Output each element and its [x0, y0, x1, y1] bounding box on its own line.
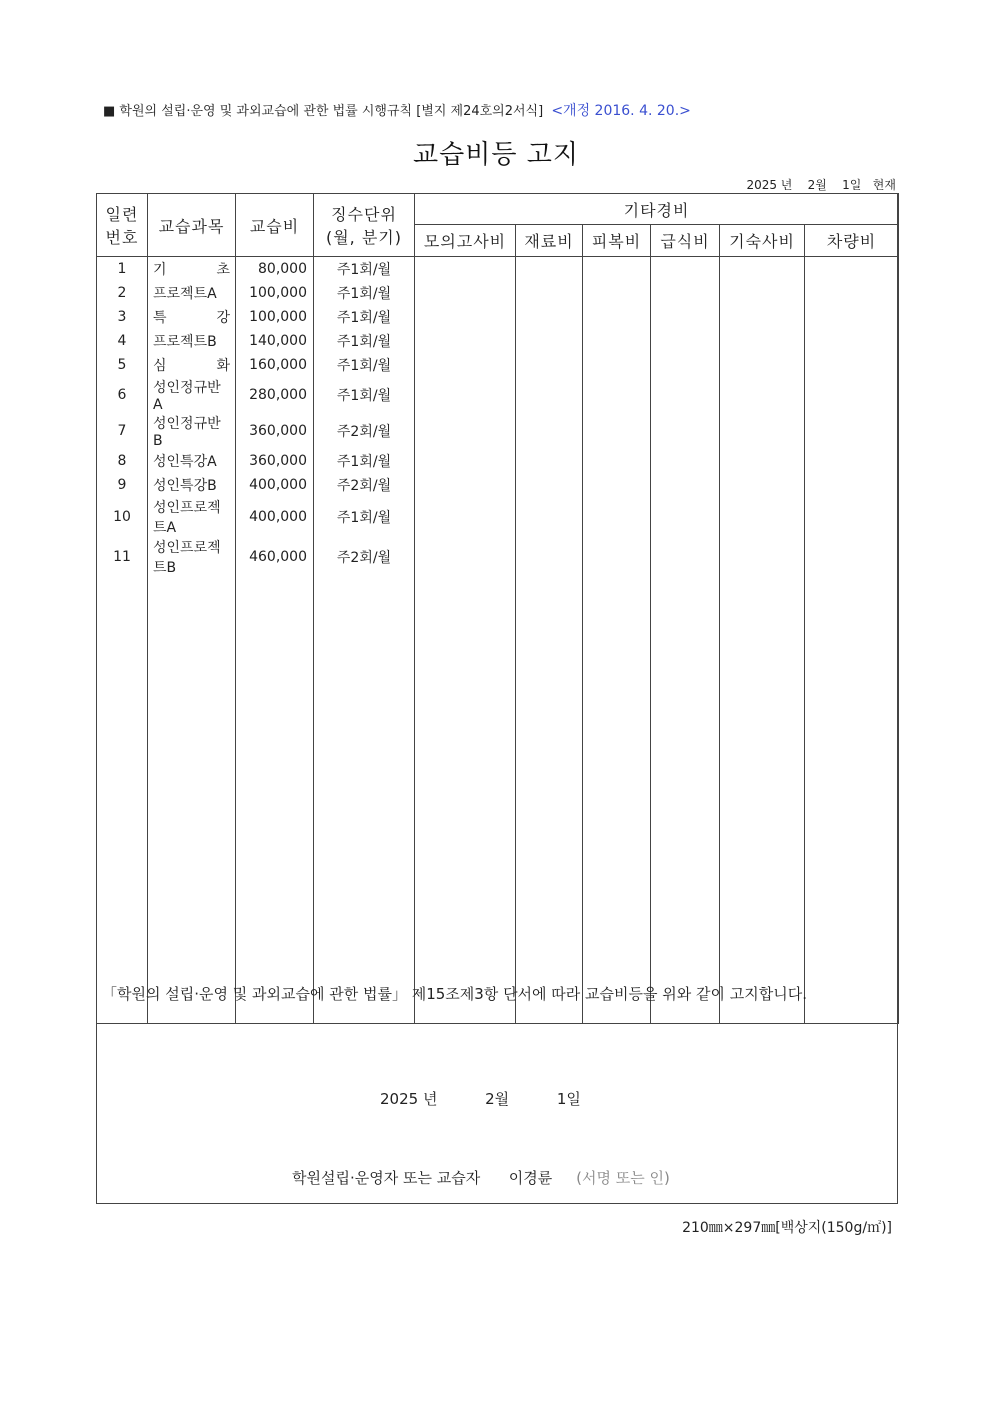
row-fee: 160,000	[236, 353, 314, 377]
signature-hint: (서명 또는 인)	[576, 1169, 670, 1187]
table-row	[97, 413, 899, 449]
row-number: 6	[97, 377, 148, 413]
row-number: 9	[97, 473, 148, 497]
row-number: 8	[97, 449, 148, 473]
col-vehicle: 차량비	[805, 225, 899, 257]
col-other-expenses: 기타경비	[415, 194, 899, 225]
table-row	[97, 377, 899, 413]
row-unit: 주1회/월	[314, 329, 415, 353]
row-unit: 주1회/월	[314, 281, 415, 305]
table-row	[97, 281, 899, 305]
row-unit: 주2회/월	[314, 413, 415, 449]
signature-date: 2025 년 2월 1일	[380, 1090, 581, 1108]
row-subject: 특 강	[148, 305, 236, 329]
row-number: 1	[97, 257, 148, 282]
fee-table	[96, 193, 899, 1024]
row-number: 11	[97, 537, 148, 577]
table-blank-area	[97, 577, 899, 1023]
row-fee: 400,000	[236, 473, 314, 497]
row-fee: 80,000	[236, 257, 314, 282]
paper-size-note: 210㎜×297㎜[백상지(150g/㎡)]	[682, 1220, 892, 1236]
row-number: 5	[97, 353, 148, 377]
form-reference	[103, 100, 691, 120]
row-number: 10	[97, 497, 148, 537]
row-unit: 주1회/월	[314, 257, 415, 282]
col-clothing: 피복비	[583, 225, 651, 257]
row-subject: 성인특강A	[148, 449, 236, 473]
table-row	[97, 353, 899, 377]
form-reference-text: ■ 학원의 설립·운영 및 과외교습에 관한 법률 시행규칙 [별지 제24호의2서식]	[103, 104, 544, 119]
signer-role: 학원설립·운영자 또는 교습자	[292, 1169, 481, 1187]
row-fee: 360,000	[236, 413, 314, 449]
row-subject: 성인특강B	[148, 473, 236, 497]
row-subject: 프로젝트B	[148, 329, 236, 353]
row-unit: 주2회/월	[314, 537, 415, 577]
row-number: 2	[97, 281, 148, 305]
table-row	[97, 305, 899, 329]
col-subject: 교습과목	[148, 194, 236, 257]
col-mock-exam: 모의고사비	[415, 225, 516, 257]
notice-text: 「학원의 설립·운영 및 과외교습에 관한 법률」 제15조제3항 단서에 따라 교습비등을 위와 같이 고지합니다.	[102, 985, 807, 1003]
row-fee: 280,000	[236, 377, 314, 413]
row-subject: 성인프로젝트A	[148, 497, 236, 537]
row-number: 4	[97, 329, 148, 353]
row-subject: 성인정규반A	[148, 377, 236, 413]
row-subject: 심 화	[148, 353, 236, 377]
row-unit: 주1회/월	[314, 377, 415, 413]
table-row	[97, 473, 899, 497]
row-unit: 주1회/월	[314, 305, 415, 329]
table-row	[97, 257, 899, 282]
signer-line	[292, 1167, 670, 1188]
row-subject: 기 초	[148, 257, 236, 282]
table-row	[97, 449, 899, 473]
col-serial-number-line2: 번호	[105, 228, 139, 247]
col-dormitory: 기숙사비	[720, 225, 805, 257]
page-title: 교습비등 고지	[413, 140, 579, 170]
row-unit: 주2회/월	[314, 473, 415, 497]
col-serial-number-line1: 일련	[105, 205, 139, 224]
row-fee: 100,000	[236, 305, 314, 329]
row-unit: 주1회/월	[314, 449, 415, 473]
row-fee: 460,000	[236, 537, 314, 577]
row-fee: 140,000	[236, 329, 314, 353]
col-meals: 급식비	[651, 225, 720, 257]
col-unit-line1: 징수단위	[331, 205, 397, 224]
revision-note: <개정 2016. 4. 20.>	[551, 103, 691, 119]
signer-name: 이경륜	[508, 1169, 553, 1187]
table-row	[97, 537, 899, 577]
row-subject: 성인정규반B	[148, 413, 236, 449]
row-fee: 400,000	[236, 497, 314, 537]
row-fee: 100,000	[236, 281, 314, 305]
row-fee: 360,000	[236, 449, 314, 473]
col-materials: 재료비	[516, 225, 583, 257]
row-number: 3	[97, 305, 148, 329]
table-row	[97, 497, 899, 537]
as-of-date: 2025 년 2월 1일 현재	[746, 178, 896, 192]
col-serial-number	[97, 194, 148, 257]
row-unit: 주1회/월	[314, 497, 415, 537]
col-fee: 교습비	[236, 194, 314, 257]
col-unit-line2: (월, 분기)	[325, 228, 403, 247]
table-row	[97, 329, 899, 353]
col-unit	[314, 194, 415, 257]
row-subject: 성인프로젝트B	[148, 537, 236, 577]
row-unit: 주1회/월	[314, 353, 415, 377]
row-subject: 프로젝트A	[148, 281, 236, 305]
row-number: 7	[97, 413, 148, 449]
